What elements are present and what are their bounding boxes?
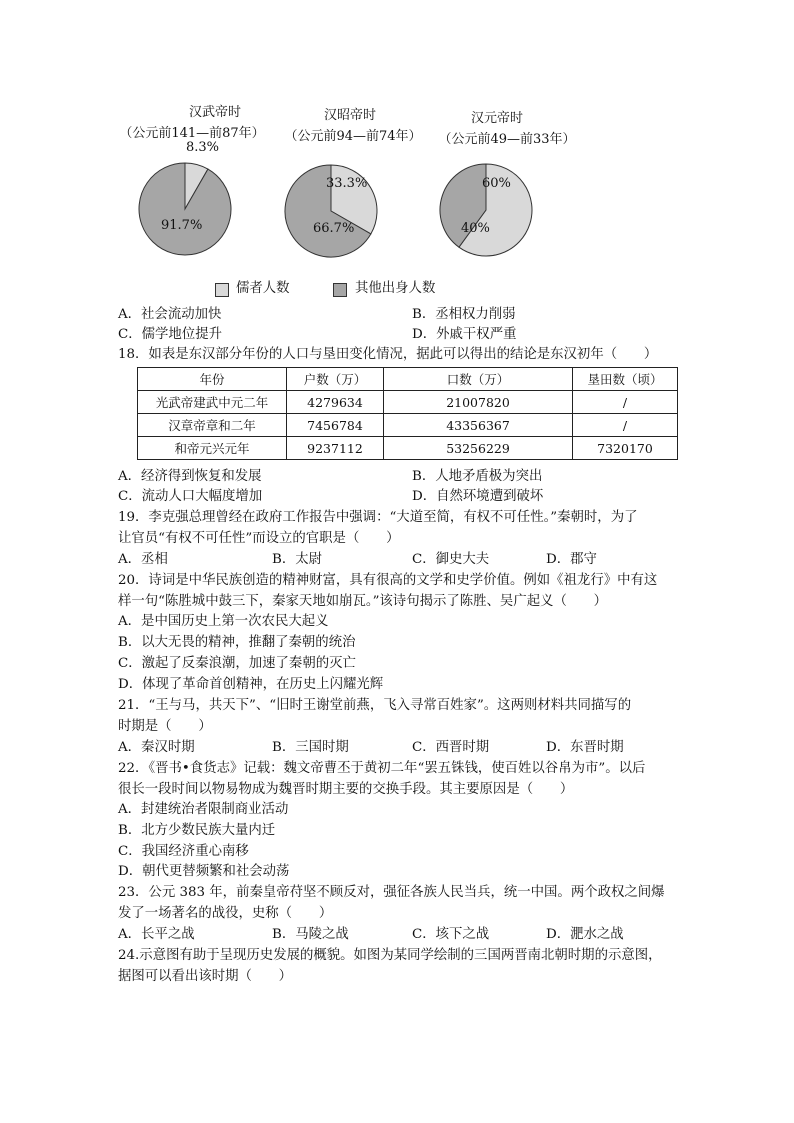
q22-option-c: C．我国经济重心南移 bbox=[118, 844, 249, 859]
legend-label-confucian: 儒者人数 bbox=[236, 281, 290, 296]
table-header: 口数（万） bbox=[384, 368, 573, 391]
q18-option-a: A．经济得到恢复和发展 bbox=[118, 469, 262, 484]
table-cell: 53256229 bbox=[384, 437, 573, 460]
q17-option-b: B．丞相权力削弱 bbox=[412, 307, 516, 322]
q23-option-a: A．长平之战 bbox=[118, 927, 195, 942]
q20-option-b: B．以大无畏的精神，推翻了秦朝的统治 bbox=[118, 635, 356, 650]
q21-option-c: C．西晋时期 bbox=[412, 740, 490, 755]
q20-option-c: C．激起了反秦浪潮，加速了秦朝的灭亡 bbox=[118, 656, 356, 671]
table-cell: 和帝元兴元年 bbox=[138, 437, 287, 460]
legend-label-other: 其他出身人数 bbox=[355, 281, 436, 296]
q17-option-c: C．儒学地位提升 bbox=[118, 327, 222, 342]
q22-stem-line1: 22．《晋书•食货志》记载：魏文帝曹丕于黄初二年“罢五铢钱，使百姓以谷帛为市”。以后 bbox=[118, 761, 646, 776]
table-cell: 光武帝建武中元二年 bbox=[138, 391, 287, 414]
pie1-subtitle: （公元前141—前87年） bbox=[119, 126, 265, 141]
q22-option-a: A．封建统治者限制商业活动 bbox=[118, 802, 289, 817]
table-header: 垦田数（顷） bbox=[573, 368, 678, 391]
q20-stem-line1: 20．诗词是中华民族创造的精神财富，具有很高的文学和史学价值。例如《祖龙行》中有这 bbox=[118, 573, 658, 588]
q21-stem-line1: 21．“王与马，共天下”、“旧时王谢堂前燕，飞入寻常百姓家”。这两则材料共同描写的 bbox=[118, 698, 632, 713]
q17-option-d: D．外戚干权严重 bbox=[412, 327, 517, 342]
q19-stem-line2: 让官员“有权不可任性”而设立的官职是（ ） bbox=[118, 531, 400, 546]
q21-option-b: B．三国时期 bbox=[272, 740, 349, 755]
q19-option-d: D．郡守 bbox=[546, 552, 597, 567]
table-header: 年份 bbox=[138, 368, 287, 391]
table-cell: 43356367 bbox=[384, 414, 573, 437]
table-row bbox=[138, 391, 678, 414]
q23-option-b: B．马陵之战 bbox=[272, 927, 349, 942]
pie2-label-confucian: 33.3% bbox=[326, 176, 368, 191]
q23-stem-line2: 发了一场著名的战役，史称（ ） bbox=[118, 906, 333, 921]
pie1-label-other: 91.7% bbox=[161, 218, 203, 233]
q20-option-a: A．是中国历史上第一次农民大起义 bbox=[118, 614, 329, 629]
q22-option-b: B．北方少数民族大量内迁 bbox=[118, 823, 276, 838]
table-cell: 汉章帝章和二年 bbox=[138, 414, 287, 437]
table-row bbox=[138, 414, 678, 437]
table-header: 户数（万） bbox=[287, 368, 384, 391]
pie2-label-other: 66.7% bbox=[313, 221, 355, 236]
table-cell: / bbox=[573, 414, 678, 437]
q20-stem-line2: 样一句“陈胜城中鼓三下，秦家天地如崩瓦。”该诗句揭示了陈胜、吴广起义（ ） bbox=[118, 594, 608, 609]
q19-stem-line1: 19．李克强总理曾经在政府工作报告中强调：“大道至简，有权不可任性。”秦朝时，为了 bbox=[118, 510, 638, 525]
legend-swatch-confucian bbox=[215, 283, 229, 297]
pie2-title: 汉昭帝时 bbox=[323, 108, 376, 123]
pie1-title: 汉武帝时 bbox=[188, 105, 241, 120]
q20-option-d: D．体现了革命首创精神，在历史上闪耀光辉 bbox=[118, 677, 384, 692]
pie-charts bbox=[0, 0, 794, 300]
pie1-label-confucian: 8.3% bbox=[186, 140, 220, 155]
pie-slice-other bbox=[139, 163, 231, 255]
q18-option-d: D．自然环境遭到破坏 bbox=[412, 489, 544, 504]
table-cell: 21007820 bbox=[384, 391, 573, 414]
pie3-label-other: 40% bbox=[461, 221, 490, 236]
table-cell: 7320170 bbox=[573, 437, 678, 460]
pie2-subtitle: （公元前94—前74年） bbox=[284, 129, 422, 144]
q19-option-a: A．丞相 bbox=[118, 552, 168, 567]
q23-stem-line1: 23．公元 383 年，前秦皇帝苻坚不顾反对，强征各族人民当兵，统一中国。两个政权之间爆 bbox=[118, 885, 665, 900]
q23-option-c: C．垓下之战 bbox=[412, 927, 490, 942]
pie3-title: 汉元帝时 bbox=[470, 111, 523, 126]
q21-option-a: A．秦汉时期 bbox=[118, 740, 195, 755]
pie3-subtitle: （公元前49—前33年） bbox=[438, 132, 576, 147]
q21-option-d: D．东晋时期 bbox=[546, 740, 624, 755]
q22-option-d: D．朝代更替频繁和社会动荡 bbox=[118, 864, 290, 879]
table-cell: 4279634 bbox=[287, 391, 384, 414]
pie3-label-confucian: 60% bbox=[482, 176, 511, 191]
q19-option-c: C．御史大夫 bbox=[412, 552, 490, 567]
table-header-row bbox=[138, 368, 678, 391]
table-cell: 7456784 bbox=[287, 414, 384, 437]
q23-option-d: D．淝水之战 bbox=[546, 927, 624, 942]
q18-option-c: C．流动人口大幅度增加 bbox=[118, 489, 263, 504]
q18-option-b: B．人地矛盾极为突出 bbox=[412, 469, 543, 484]
q17-option-a: A．社会流动加快 bbox=[118, 307, 222, 322]
q21-stem-line2: 时期是（ ） bbox=[118, 719, 212, 734]
q18-stem: 18．如表是东汉部分年份的人口与垦田变化情况，据此可以得出的结论是东汉初年（ ） bbox=[118, 347, 658, 362]
table-cell: / bbox=[573, 391, 678, 414]
population-table bbox=[137, 367, 678, 460]
legend-swatch-other bbox=[333, 283, 347, 297]
q22-stem-line2: 很长一段时间以物易物成为魏晋时期主要的交换手段。其主要原因是（ ） bbox=[118, 782, 574, 797]
q19-option-b: B．太尉 bbox=[272, 552, 323, 567]
pie-chart-wudi bbox=[139, 163, 231, 255]
table-row bbox=[138, 437, 678, 460]
q24-stem-line2: 据图可以看出该时期（ ） bbox=[118, 969, 293, 984]
table-cell: 9237112 bbox=[287, 437, 384, 460]
q24-stem-line1: 24.示意图有助于呈现历史发展的概貌。如图为某同学绘制的三国两晋南北朝时期的示意图， bbox=[118, 948, 662, 963]
